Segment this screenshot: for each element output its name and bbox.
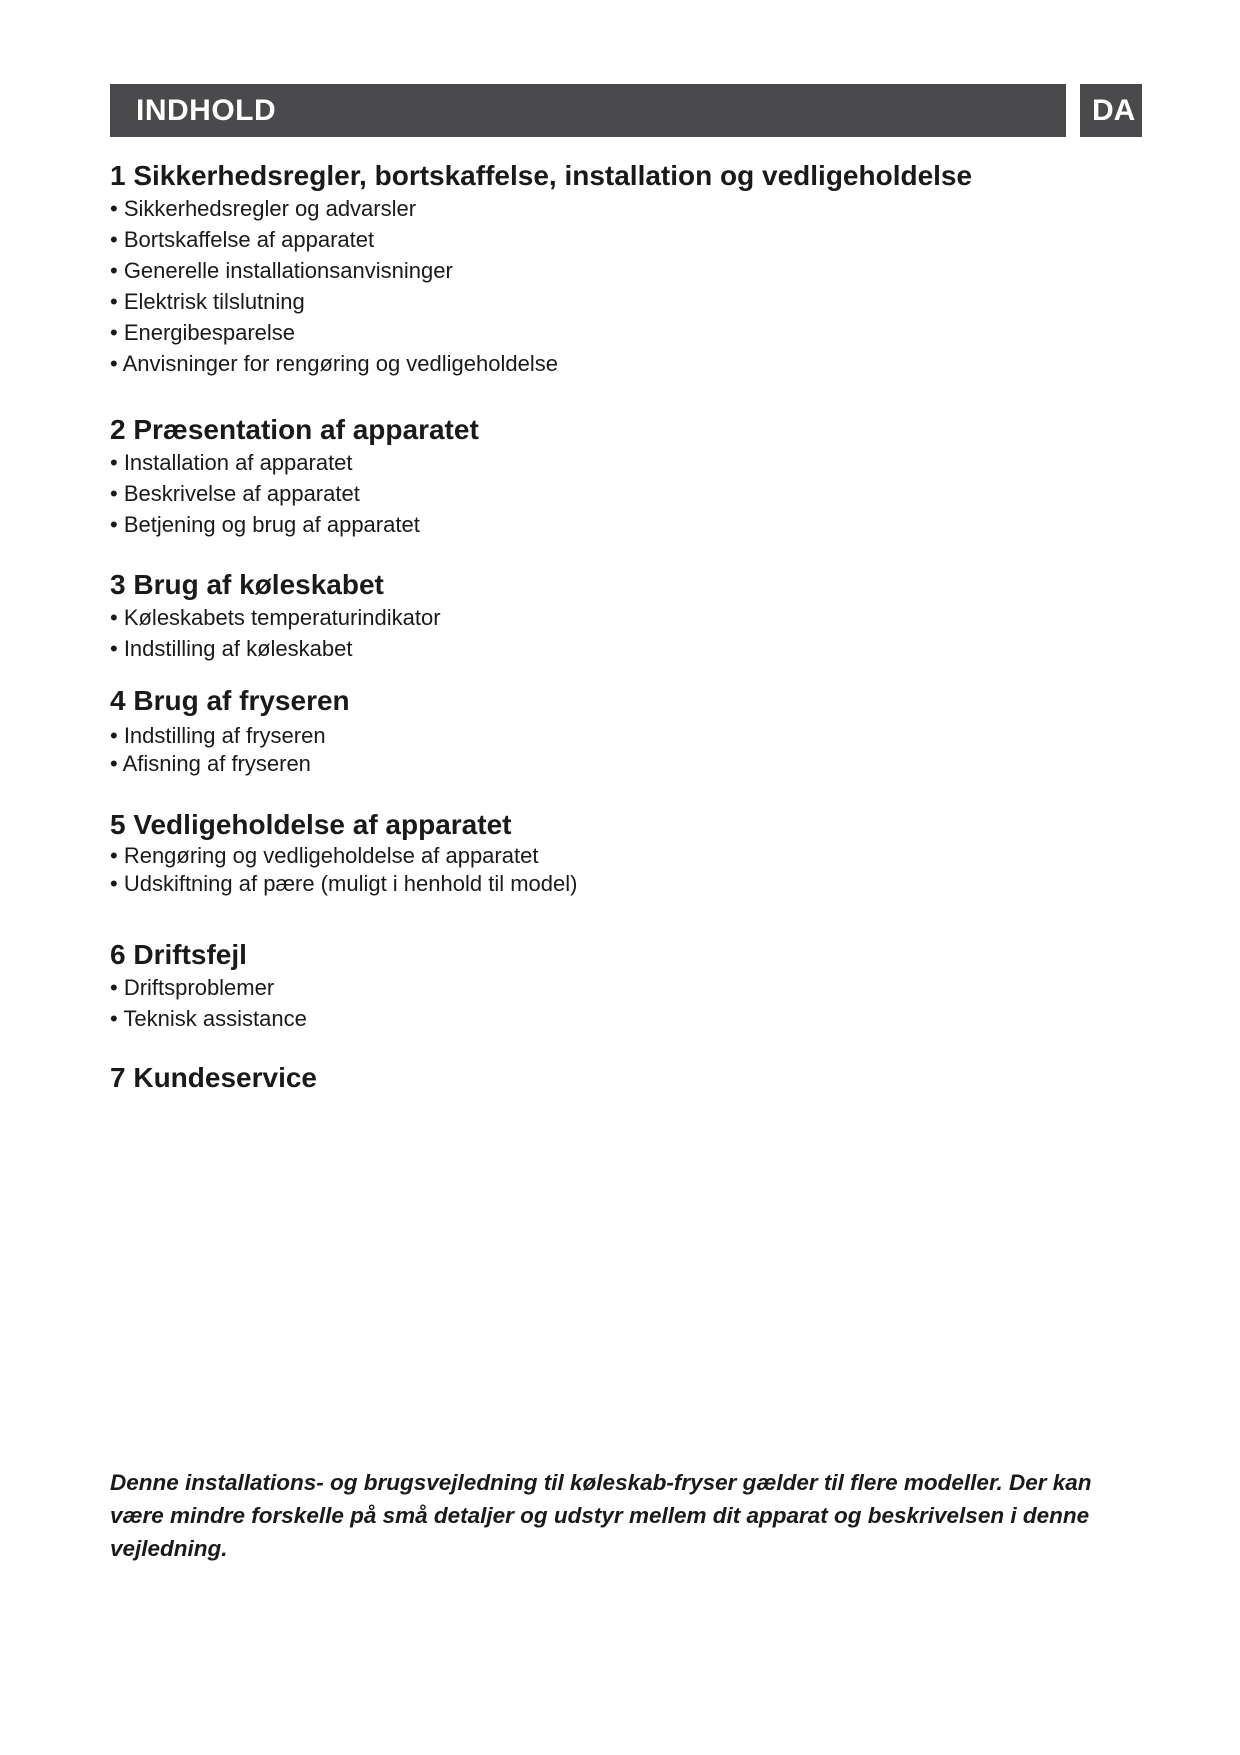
list-item: • Driftsproblemer [110,975,275,1000]
language-badge [1080,84,1142,137]
list-item: • Generelle installationsanvisninger [110,258,453,283]
list-item: • Energibesparelse [110,320,296,345]
list-item: • Elektrisk tilslutning [110,289,305,314]
language-code: DA [1092,94,1136,127]
list-item: • Udskiftning af pære (muligt i henhold til model) [110,871,578,896]
toc-section-1 [110,159,1140,379]
section-title: 2 Præsentation af apparatet [110,414,479,445]
list-item: • Anvisninger for rengøring og vedligeholdelse [110,351,558,376]
section-title: 1 Sikkerhedsregler, bortskaffelse, installation og vedligeholdelse [110,160,973,191]
toc-section-4 [110,684,1140,778]
section-items [110,842,1140,898]
section-items [110,447,1140,540]
section-items [110,602,1140,664]
header-bar [110,84,1066,137]
page-title: INDHOLD [136,94,277,127]
list-item: • Rengøring og vedligeholdelse af apparatet [110,843,539,868]
list-item: • Indstilling af køleskabet [110,636,353,661]
section-title: 7 Kundeservice [110,1062,317,1093]
disclaimer-note: Denne installations- og brugsvejledning til køleskab-fryser gælder til flere modeller. Der kan være mindre forskelle på små detaljer og udstyr mellem dit apparat og beskrivelsen i denne vejledning. [110,1470,1092,1561]
toc-section-3 [110,568,1140,664]
list-item: • Indstilling af fryseren [110,723,326,748]
list-item: • Installation af apparatet [110,450,353,475]
toc-section-6 [110,938,1140,1034]
list-item: • Betjening og brug af apparatet [110,512,420,537]
section-items [110,193,1140,379]
list-item: • Beskrivelse af apparatet [110,481,360,506]
list-item: • Sikkerhedsregler og advarsler [110,196,417,221]
section-title: 5 Vedligeholdelse af apparatet [110,809,512,840]
toc-section-2 [110,413,1140,540]
section-title: 3 Brug af køleskabet [110,569,384,600]
section-items [110,972,1140,1034]
section-title: 6 Driftsfejl [110,939,247,970]
list-item: • Teknisk assistance [110,1006,307,1031]
section-items [110,722,1140,778]
list-item: • Bortskaffelse af apparatet [110,227,375,252]
toc-section-7 [110,1061,1140,1095]
section-title: 4 Brug af fryseren [110,685,350,716]
toc-section-5 [110,808,1140,898]
list-item: • Køleskabets temperaturindikator [110,605,441,630]
list-item: • Afisning af fryseren [110,751,311,776]
